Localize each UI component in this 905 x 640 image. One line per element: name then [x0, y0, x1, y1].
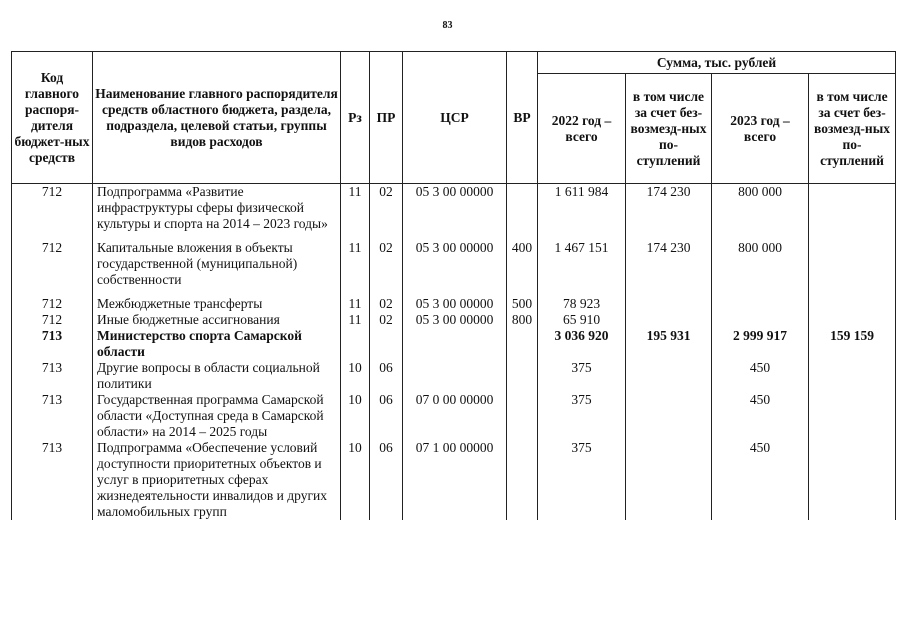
cell-2023-free: 159 159	[809, 328, 896, 360]
cell-2023-free	[809, 440, 896, 520]
cell-2023-free	[809, 312, 896, 328]
cell-2022-free: 174 230	[626, 184, 712, 241]
cell-2022-total: 3 036 920	[538, 328, 626, 360]
cell-name: Подпрограмма «Обеспечение условий доступности приоритетных объектов и услуг в приоритетных сферах жизнедеятельности инвалидов и других маломобильных групп	[93, 440, 341, 520]
header-2022-free: в том числе за счет без-возмезд-ных по-ступлений	[626, 74, 712, 184]
cell-2023-total: 450	[712, 440, 809, 520]
cell-2023-total	[712, 296, 809, 312]
cell-vr	[507, 440, 538, 520]
cell-2023-total: 800 000	[712, 184, 809, 241]
cell-code: 713	[12, 440, 93, 520]
header-2022-total: 2022 год – всего	[538, 74, 626, 184]
cell-vr	[507, 328, 538, 360]
page-number: 83	[442, 20, 453, 31]
header-2023-free: в том числе за счет без-возмезд-ных по-ступлений	[809, 74, 896, 184]
cell-csr: 05 3 00 00000	[403, 184, 507, 241]
cell-rz: 11	[341, 184, 370, 241]
cell-2023-free	[809, 392, 896, 440]
cell-csr	[403, 360, 507, 392]
cell-2022-free	[626, 312, 712, 328]
cell-name: Другие вопросы в области социальной политики	[93, 360, 341, 392]
cell-rz: 10	[341, 360, 370, 392]
cell-2022-free	[626, 360, 712, 392]
cell-2022-total: 78 923	[538, 296, 626, 312]
cell-name: Подпрограмма «Развитие инфраструктуры сферы физической культуры и спорта на 2014 – 2023 годы»	[93, 184, 341, 241]
cell-rz: 11	[341, 240, 370, 296]
table-row	[12, 240, 896, 296]
table-row	[12, 360, 896, 392]
cell-vr	[507, 392, 538, 440]
cell-2023-total: 800 000	[712, 240, 809, 296]
header-csr: ЦСР	[403, 52, 507, 184]
cell-code: 713	[12, 328, 93, 360]
cell-pr: 06	[370, 360, 403, 392]
cell-2023-free	[809, 360, 896, 392]
cell-name: Иные бюджетные ассигнования	[93, 312, 341, 328]
cell-code: 712	[12, 312, 93, 328]
cell-csr: 07 1 00 00000	[403, 440, 507, 520]
header-sum-group: Сумма, тыс. рублей	[538, 52, 896, 74]
cell-2022-total: 1 467 151	[538, 240, 626, 296]
cell-code: 712	[12, 184, 93, 241]
cell-2023-total: 2 999 917	[712, 328, 809, 360]
cell-name: Министерство спорта Самарской области	[93, 328, 341, 360]
cell-2022-free: 195 931	[626, 328, 712, 360]
cell-pr: 06	[370, 392, 403, 440]
header-pr: ПР	[370, 52, 403, 184]
cell-rz: 11	[341, 312, 370, 328]
cell-2022-free	[626, 440, 712, 520]
cell-2022-free	[626, 296, 712, 312]
cell-vr	[507, 360, 538, 392]
cell-2023-free	[809, 240, 896, 296]
cell-vr: 800	[507, 312, 538, 328]
header-code: Код главного распоря-дителя бюджет-ных средств	[12, 52, 93, 184]
cell-2023-free	[809, 296, 896, 312]
cell-2022-total: 65 910	[538, 312, 626, 328]
cell-csr: 07 0 00 00000	[403, 392, 507, 440]
table-body	[12, 184, 896, 521]
cell-pr: 02	[370, 312, 403, 328]
cell-name: Государственная программа Самарской области «Доступная среда в Самарской области» на 2014 – 2025 годы	[93, 392, 341, 440]
cell-2022-total: 1 611 984	[538, 184, 626, 241]
cell-pr: 06	[370, 440, 403, 520]
cell-pr: 02	[370, 184, 403, 241]
cell-csr: 05 3 00 00000	[403, 296, 507, 312]
cell-pr	[370, 328, 403, 360]
cell-2023-free	[809, 184, 896, 241]
table-row	[12, 440, 896, 520]
cell-csr: 05 3 00 00000	[403, 312, 507, 328]
cell-code: 712	[12, 240, 93, 296]
cell-rz	[341, 328, 370, 360]
cell-rz: 11	[341, 296, 370, 312]
cell-code: 713	[12, 392, 93, 440]
header-name: Наименование главного распорядителя средств областного бюджета, раздела, подраздела, целевой статьи, группы видов расходов	[93, 52, 341, 184]
table-header	[12, 52, 896, 184]
table-row	[12, 312, 896, 328]
cell-2022-free	[626, 392, 712, 440]
cell-csr: 05 3 00 00000	[403, 240, 507, 296]
cell-vr: 400	[507, 240, 538, 296]
cell-vr: 500	[507, 296, 538, 312]
cell-pr: 02	[370, 240, 403, 296]
cell-2022-total: 375	[538, 440, 626, 520]
cell-name: Межбюджетные трансферты	[93, 296, 341, 312]
table-row	[12, 328, 896, 360]
cell-vr	[507, 184, 538, 241]
cell-rz: 10	[341, 440, 370, 520]
header-2023-total: 2023 год – всего	[712, 74, 809, 184]
cell-code: 712	[12, 296, 93, 312]
cell-2023-total	[712, 312, 809, 328]
table-row	[12, 392, 896, 440]
cell-rz: 10	[341, 392, 370, 440]
cell-code: 713	[12, 360, 93, 392]
cell-2022-free: 174 230	[626, 240, 712, 296]
cell-2023-total: 450	[712, 392, 809, 440]
cell-2022-total: 375	[538, 360, 626, 392]
cell-2022-total: 375	[538, 392, 626, 440]
header-rz: Рз	[341, 52, 370, 184]
cell-pr: 02	[370, 296, 403, 312]
table-row	[12, 296, 896, 312]
cell-name: Капитальные вложения в объекты государственной (муниципальной) собственности	[93, 240, 341, 296]
table-row	[12, 184, 896, 241]
header-vr: ВР	[507, 52, 538, 184]
budget-table	[11, 51, 896, 520]
cell-2023-total: 450	[712, 360, 809, 392]
cell-csr	[403, 328, 507, 360]
